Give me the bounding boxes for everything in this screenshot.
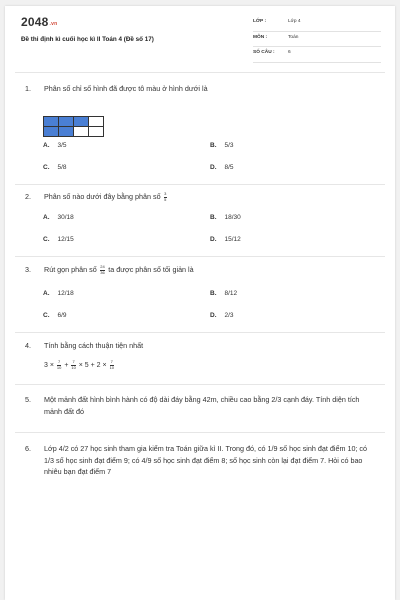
- expr-operator: +: [64, 362, 69, 369]
- option-value: 8/5: [224, 164, 234, 171]
- option-letter: C.: [43, 312, 50, 319]
- option-letter: A.: [43, 214, 50, 221]
- expr-term: 3: [44, 362, 48, 369]
- exam-sheet: [5, 6, 395, 600]
- option-letter: A.: [43, 290, 50, 297]
- logo-tld: .vn: [49, 21, 58, 27]
- option-letter: A.: [43, 142, 50, 149]
- empty-cell: [89, 127, 104, 137]
- shaded-cell: [44, 117, 59, 127]
- shaded-cell: [59, 117, 74, 127]
- option-value: 30/18: [57, 214, 74, 221]
- fraction-denominator: 10: [56, 364, 62, 370]
- question-number: 1.: [25, 84, 31, 93]
- option-letter: C.: [43, 164, 50, 171]
- option-value: 3/5: [57, 142, 67, 149]
- fraction-denominator: 10: [109, 364, 115, 370]
- fraction-numerator: 24: [100, 264, 105, 270]
- option-letter: D.: [210, 312, 217, 319]
- meta-value: Lớp 4: [288, 19, 301, 24]
- fraction-denominator: 5: [164, 196, 167, 202]
- option-c[interactable]: [43, 312, 67, 319]
- option-value: 6/9: [57, 312, 67, 319]
- question-text: [44, 191, 374, 203]
- question-text: Lớp 4/2 có 27 học sinh tham gia kiểm tra Toán giữa kì II. Trong đó, có 1/9 số học sinh đạt điểm 10; có 1/3 số học sinh đạt điểm 9; có 4/9 số học sinh đạt điểm 8; số học sinh còn lại đạt điểm 7. Hỏi có bao nhiêu bạn đạt điểm 7: [44, 444, 368, 476]
- option-a[interactable]: [43, 290, 74, 297]
- option-value: 15/12: [224, 236, 241, 243]
- empty-cell: [89, 117, 104, 127]
- option-c[interactable]: [43, 164, 67, 171]
- math-expression: [44, 360, 115, 372]
- meta-value: 6: [288, 50, 291, 55]
- fraction: [57, 360, 61, 370]
- exam-meta: [253, 16, 381, 63]
- question-text-part: Rút gọn phân số: [44, 265, 97, 274]
- option-b[interactable]: [210, 142, 234, 149]
- option-value: 2/3: [224, 312, 234, 319]
- meta-row-class: [253, 16, 381, 32]
- question-number: 5.: [25, 395, 31, 404]
- shaded-cell: [44, 127, 59, 137]
- question-number: 3.: [25, 265, 31, 274]
- fraction-numerator: 7: [110, 359, 113, 365]
- fraction-numerator: 7: [72, 359, 75, 365]
- exam-header: [5, 6, 395, 66]
- option-d[interactable]: [210, 236, 241, 243]
- fraction-denominator: 10: [71, 364, 76, 370]
- shaded-cell: [74, 117, 89, 127]
- option-letter: B.: [210, 142, 217, 149]
- expr-operator: × 5 + 2 ×: [78, 362, 107, 369]
- question-text: Tính bằng cách thuận tiện nhất: [44, 341, 144, 350]
- meta-label: SỐ CÂU :: [253, 50, 275, 55]
- question-divider: [15, 432, 385, 433]
- fraction-numerator: 3: [164, 191, 167, 197]
- shaded-cell: [59, 127, 74, 137]
- option-letter: B.: [210, 290, 217, 297]
- option-c[interactable]: [43, 236, 74, 243]
- fraction: [71, 360, 75, 370]
- option-letter: D.: [210, 236, 217, 243]
- option-value: 12/15: [57, 236, 74, 243]
- option-value: 12/18: [57, 290, 74, 297]
- empty-cell: [74, 127, 89, 137]
- question-divider: [15, 256, 385, 257]
- option-letter: C.: [43, 236, 50, 243]
- question-text: Phân số chỉ số hình đã được tô màu ở hình dưới là: [44, 84, 208, 93]
- option-d[interactable]: [210, 312, 234, 319]
- meta-label: LỚP :: [253, 19, 267, 24]
- expr-operator: ×: [49, 362, 54, 369]
- meta-label: MÔN :: [253, 34, 268, 40]
- fraction-denominator: 36: [100, 269, 105, 275]
- fraction: [110, 360, 114, 370]
- header-divider: [15, 72, 385, 73]
- option-value: 8/12: [224, 290, 238, 297]
- option-letter: D.: [210, 164, 217, 171]
- fraction-figure: [43, 116, 104, 137]
- fraction-numerator: 7: [58, 359, 61, 365]
- question-divider: [15, 332, 385, 333]
- question-number: 4.: [25, 341, 31, 350]
- question-divider: [15, 384, 385, 385]
- option-value: 18/30: [224, 214, 241, 221]
- option-b[interactable]: [210, 214, 241, 221]
- meta-value: Toán: [288, 34, 299, 40]
- question-text: Một mảnh đất hình bình hành có độ dài đáy bằng 42m, chiều cao bằng 2/3 cạnh đáy. Tính diện tích mảnh đất đó: [44, 395, 360, 416]
- question-number: 6.: [25, 444, 31, 453]
- option-letter: B.: [210, 214, 217, 221]
- option-value: 5/3: [224, 142, 234, 149]
- logo-text: 2048: [21, 15, 49, 29]
- question-text: [44, 264, 374, 276]
- meta-row-subject: [253, 32, 381, 48]
- fraction: [100, 265, 105, 275]
- question-text-part: ta được phân số tối giản là: [108, 265, 194, 274]
- meta-row-question-count: [253, 47, 381, 63]
- exam-title: Đề thi định kì cuối học kì II Toán 4 (Đề số 17): [21, 36, 154, 43]
- option-value: 5/8: [57, 164, 67, 171]
- question-divider: [15, 184, 385, 185]
- question-number: 2.: [25, 192, 31, 201]
- option-d[interactable]: [210, 164, 234, 171]
- fraction: [164, 192, 167, 202]
- option-b[interactable]: [210, 290, 237, 297]
- site-logo[interactable]: [21, 15, 57, 29]
- question-text-part: Phân số nào dưới đây bằng phân số: [44, 192, 161, 201]
- option-a[interactable]: [43, 142, 67, 149]
- option-a[interactable]: [43, 214, 74, 221]
